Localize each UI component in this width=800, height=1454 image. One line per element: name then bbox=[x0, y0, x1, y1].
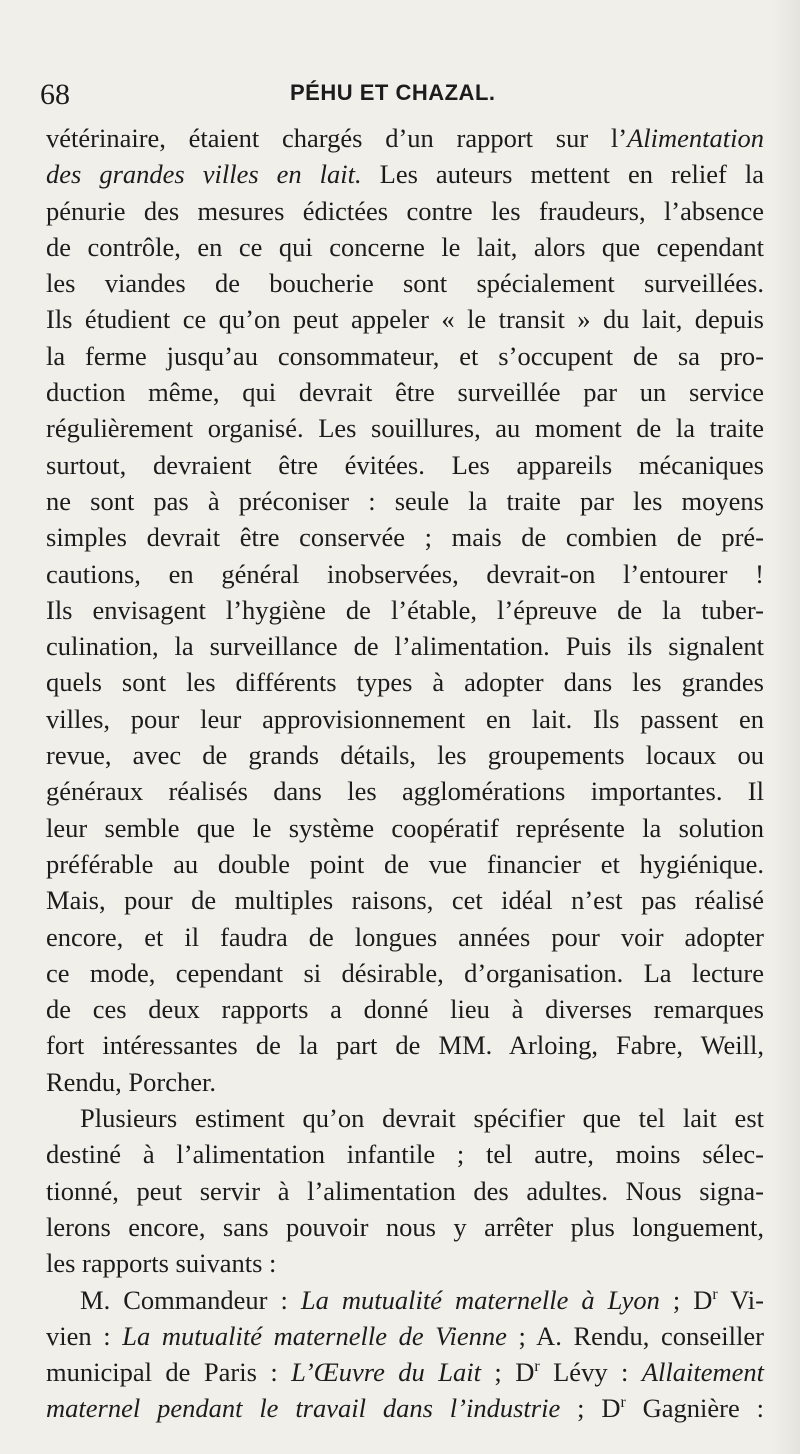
text-line: destiné à l’alimentation infantile ; tel autre, moins sélec- bbox=[46, 1139, 764, 1170]
text-line: encore, et il faudra de longues années pour voir adopter bbox=[46, 921, 764, 952]
text-line: Mais, pour de multiples raisons, cet idéal n’est pas réalisé bbox=[46, 885, 764, 916]
text-line: tionné, peut servir à l’alimentation des adultes. Nous signa- bbox=[46, 1175, 764, 1206]
text-line: revue, avec de grands détails, les groupements locaux ou bbox=[46, 740, 764, 771]
text-line: leur semble que le système coopératif représente la solution bbox=[46, 812, 764, 843]
text-line: Rendu, Porcher. bbox=[46, 1066, 217, 1097]
text-line: généraux réalisés dans les agglomérations importantes. Il bbox=[46, 776, 764, 807]
text-line: culination, la surveillance de l’alimentation. Puis ils signalent bbox=[46, 631, 764, 662]
text-line: simples devrait être conservée ; mais de combien de pré- bbox=[46, 522, 764, 553]
text-line: ce mode, cependant si désirable, d’organisation. La lecture bbox=[46, 957, 764, 988]
text-line: Plusieurs estiment qu’on devrait spécifier que tel lait est bbox=[80, 1103, 764, 1134]
text-line: vétérinaire, étaient chargés d’un rapport sur l’Alimentation bbox=[46, 123, 764, 153]
text-line: villes, pour leur approvisionnement en lait. Ils passent en bbox=[46, 703, 764, 734]
page-number: 68 bbox=[40, 78, 70, 111]
text-line: la ferme jusqu’au consommateur, et s’occupent de sa pro- bbox=[46, 340, 764, 371]
running-head: PÉHU ET CHAZAL. bbox=[290, 80, 496, 105]
text-line: M. Commandeur : La mutualité maternelle à Lyon ; $D^r$ Vi- bbox=[80, 1284, 764, 1315]
text-line: Ils étudient ce qu’on peut appeler « le transit » du lait, depuis bbox=[46, 304, 764, 335]
page-edge-shadow bbox=[772, 0, 800, 1454]
text-line: cautions, en général inobservées, devrait-on l’entourer ! bbox=[46, 558, 764, 589]
text-line: vien : La mutualité maternelle de Vienne ; A. Rendu, conseiller bbox=[46, 1320, 764, 1351]
text-line: fort intéressantes de la part de MM. Arloing, Fabre, Weill, bbox=[46, 1030, 764, 1061]
text-line: régulièrement organisé. Les souillures, au moment de la traite bbox=[46, 413, 764, 444]
text-line: préférable au double point de vue financier et hygiénique. bbox=[46, 848, 764, 879]
text-line: de contrôle, en ce qui concerne le lait, alors que cependant bbox=[46, 231, 764, 262]
text-line: maternel pendant le travail dans l’industrie ; $D^r$ Gagnière : bbox=[46, 1393, 764, 1424]
text-line: de ces deux rapports a donné lieu à diverses remarques bbox=[46, 994, 764, 1025]
page-header bbox=[38, 74, 752, 114]
text-line: des grandes villes en lait. Les auteurs mettent en relief la bbox=[46, 159, 764, 190]
text-line: pénurie des mesures édictées contre les fraudeurs, l’absence bbox=[46, 195, 764, 226]
text-line: les viandes de boucherie sont spécialement surveillées. bbox=[46, 268, 764, 299]
text-line: Ils envisagent l’hygiène de l’étable, l’épreuve de la tuber- bbox=[46, 594, 764, 625]
text-line: les rapports suivants : bbox=[46, 1248, 277, 1279]
text-line: lerons encore, sans pouvoir nous y arrêter plus longuement, bbox=[46, 1211, 764, 1242]
text-line: surtout, devraient être évitées. Les appareils mécaniques bbox=[46, 449, 764, 480]
text-line: duction même, qui devrait être surveillée par un service bbox=[46, 377, 764, 408]
text-line: quels sont les différents types à adopter dans les grandes bbox=[46, 667, 764, 698]
text-line: municipal de Paris : L’Œuvre du Lait ; $D^r$ Lévy : Allaitement bbox=[46, 1357, 765, 1388]
text-line: ne sont pas à préconiser : seule la traite par les moyens bbox=[46, 485, 764, 516]
body-text bbox=[46, 120, 764, 1427]
